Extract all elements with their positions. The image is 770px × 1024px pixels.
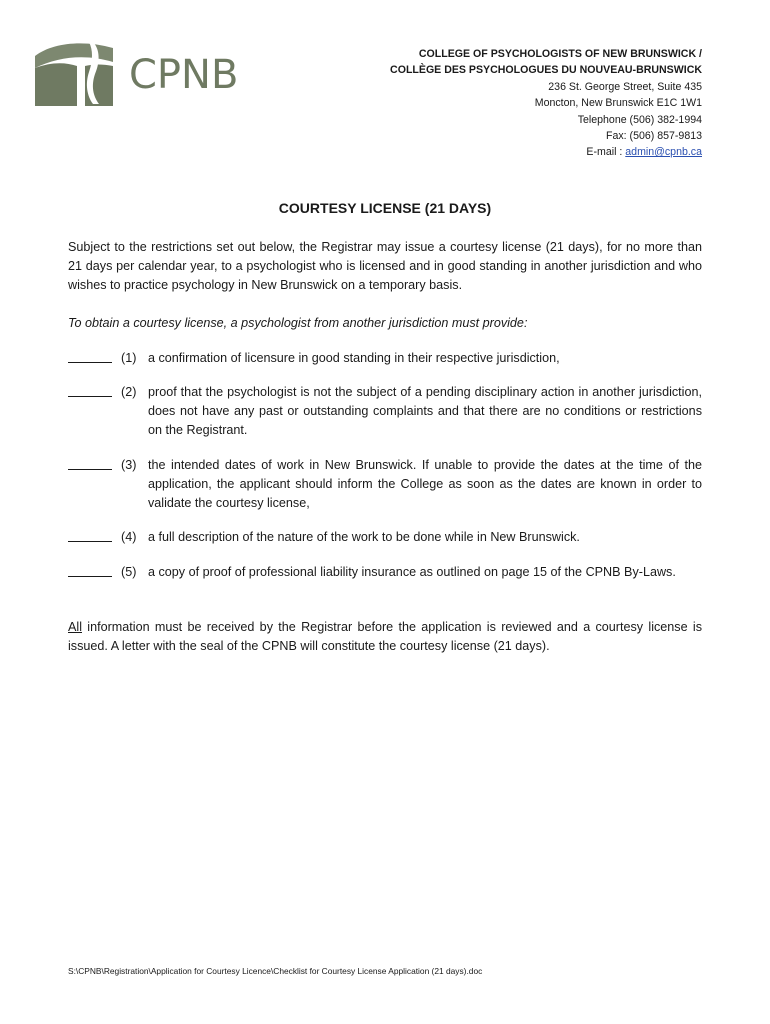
check-blank-1[interactable] [68,362,112,363]
letterhead-address [342,46,702,161]
file-path-footer: S:\CPNB\Registration\Application for Courtesy Licence\Checklist for Courtesy License Application (21 days).doc [68,966,483,976]
email-line [342,144,702,160]
cpnb-logo [33,38,239,108]
email-label: E-mail : [586,146,626,159]
closing-paragraph [68,618,702,656]
item-text: a full description of the nature of the work to be done while in New Brunswick. [148,530,580,544]
street-address: 236 St. George Street, Suite 435 [548,80,702,93]
check-blank-4[interactable] [68,541,112,542]
item-number: (2) [121,385,137,399]
check-blank-2[interactable] [68,396,112,397]
check-blank-3[interactable] [68,469,112,470]
item-number: (5) [121,565,137,579]
city-address: Moncton, New Brunswick E1C 1W1 [534,97,702,110]
item-number: (4) [121,530,137,544]
fax: Fax: (506) 857-9813 [606,130,702,143]
item-text: proof that the psychologist is not the subject of a pending disciplinary action in another jurisdiction, does not have any past or outstanding complaints and that there are no conditions or restrictions on the Registrant. [148,385,702,437]
requirements-lead: To obtain a courtesy license, a psychologist from another jurisdiction must provide: [68,316,528,330]
email-link[interactable]: admin@cpnb.ca [625,146,702,159]
item-text: a confirmation of licensure in good standing in their respective jurisdiction, [148,351,560,365]
item-number: (1) [121,351,137,365]
item-number: (3) [121,458,137,472]
closing-emphasis: All [68,620,82,634]
closing-text: information must be received by the Registrar before the application is reviewed and a courtesy license is issued. A letter with the seal of the CPNB will constitute the courtesy license (21 days). [68,620,702,653]
telephone: Telephone (506) 382-1994 [577,113,702,126]
check-blank-5[interactable] [68,576,112,577]
page-title: COURTESY LICENSE (21 DAYS) [278,200,492,216]
logo-wordmark: CPNB [129,52,239,98]
org-name-en: COLLEGE OF PSYCHOLOGISTS OF NEW BRUNSWICK / [418,48,702,60]
cpnb-logo-mark-icon [33,38,125,108]
org-name-fr: COLLÈGE DES PSYCHOLOGUES DU NOUVEAU-BRUNSWICK [390,64,702,77]
item-text: the intended dates of work in New Brunswick. If unable to provide the dates at the time of the application, the applicant should inform the College as soon as the dates are known in order to validate the courtesy license, [148,458,702,510]
item-text: a copy of proof of professional liability insurance as outlined on page 15 of the CPNB By-Laws. [148,565,676,579]
intro-paragraph: Subject to the restrictions set out below, the Registrar may issue a courtesy license (21 days), for no more than 21 days per calendar year, to a psychologist who is licensed and in good standing in another jurisdiction and who wishes to practice psychology in New Brunswick on a temporary basis. [68,240,702,292]
